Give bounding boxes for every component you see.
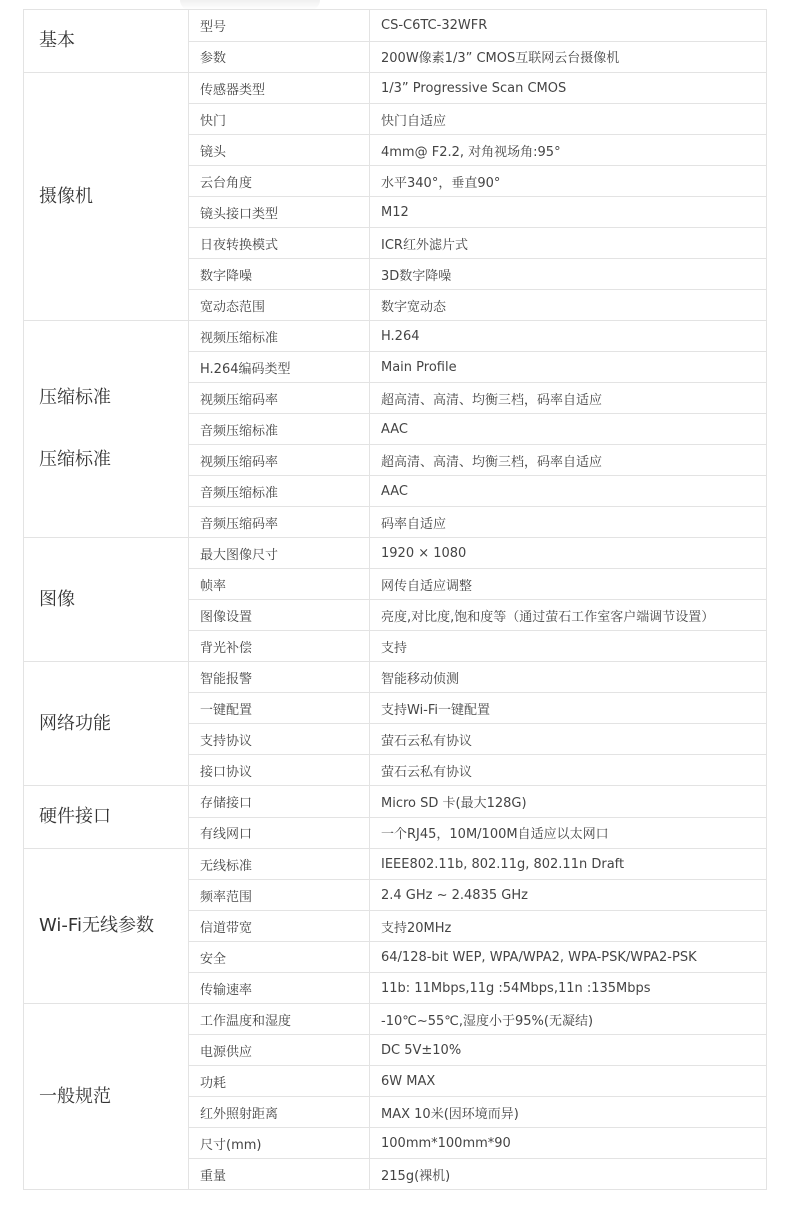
spec-key: 电源供应 <box>189 1035 370 1066</box>
spec-key: 红外照射距离 <box>189 1097 370 1128</box>
spec-value: 超高清、高清、均衡三档，码率自适应 <box>370 445 767 476</box>
category-cell <box>24 786 189 849</box>
spec-value: 11b: 11Mbps,11g :54Mbps,11n :135Mbps <box>370 973 767 1004</box>
spec-value: H.264 <box>370 321 767 352</box>
spec-value: 4mm@ F2.2, 对角视场角:95° <box>370 135 767 166</box>
category-cell <box>24 538 189 662</box>
spec-value: 智能移动侦测 <box>370 662 767 693</box>
spec-value: AAC <box>370 414 767 445</box>
spec-value: 支持Wi-Fi一键配置 <box>370 693 767 724</box>
spec-key: 音频压缩标准 <box>189 414 370 445</box>
spec-key: 频率范围 <box>189 880 370 911</box>
spec-key: 安全 <box>189 942 370 973</box>
spec-value: 一个RJ45，10M/100M自适应以太网口 <box>370 817 767 849</box>
spec-value: ICR红外滤片式 <box>370 228 767 259</box>
spec-value: 支持20MHz <box>370 911 767 942</box>
category-label: 硬件接口 <box>39 806 111 827</box>
category-cell <box>24 849 189 1004</box>
spec-value: 215g(裸机) <box>370 1159 767 1190</box>
spec-key: 宽动态范围 <box>189 290 370 321</box>
spec-key: H.264编码类型 <box>189 352 370 383</box>
spec-key: 重量 <box>189 1159 370 1190</box>
spec-key: 快门 <box>189 104 370 135</box>
spec-row <box>24 538 767 569</box>
spec-value: AAC <box>370 476 767 507</box>
spec-key: 数字降噪 <box>189 259 370 290</box>
category-label: 压缩标准 <box>39 387 111 408</box>
spec-key: 音频压缩标准 <box>189 476 370 507</box>
spec-value: MAX 10米(因环境而异) <box>370 1097 767 1128</box>
spec-key: 视频压缩码率 <box>189 383 370 414</box>
spec-key: 接口协议 <box>189 755 370 786</box>
category-label: 基本 <box>39 30 75 51</box>
spec-key: 传输速率 <box>189 973 370 1004</box>
spec-value: CS-C6TC-32WFR <box>370 10 767 42</box>
spec-row <box>24 849 767 880</box>
spec-key: 背光补偿 <box>189 631 370 662</box>
spec-key: 图像设置 <box>189 600 370 631</box>
spec-key: 音频压缩码率 <box>189 507 370 538</box>
category-cell <box>24 1004 189 1190</box>
spec-value: Micro SD 卡(最大128G) <box>370 786 767 818</box>
category-label: Wi-Fi无线参数 <box>39 915 154 936</box>
spec-row <box>24 662 767 693</box>
category-cell <box>24 321 189 538</box>
spec-key: 日夜转换模式 <box>189 228 370 259</box>
spec-value: 3D数字降噪 <box>370 259 767 290</box>
spec-key: 帧率 <box>189 569 370 600</box>
spec-value: 亮度,对比度,饱和度等（通过萤石工作室客户端调节设置） <box>370 600 767 631</box>
spec-key: 参数 <box>189 41 370 73</box>
category-label: 网络功能 <box>39 712 111 734</box>
spec-value: 2.4 GHz ~ 2.4835 GHz <box>370 880 767 911</box>
spec-value: 快门自适应 <box>370 104 767 135</box>
category-label: 一般规范 <box>39 1085 111 1107</box>
spec-key: 镜头接口类型 <box>189 197 370 228</box>
spec-value: 6W MAX <box>370 1066 767 1097</box>
spec-key: 视频压缩码率 <box>189 445 370 476</box>
category-label: 压缩标准 <box>39 449 111 470</box>
spec-value: Main Profile <box>370 352 767 383</box>
spec-key: 功耗 <box>189 1066 370 1097</box>
spec-key: 智能报警 <box>189 662 370 693</box>
spec-key: 信道带宽 <box>189 911 370 942</box>
spec-value: 64/128-bit WEP, WPA/WPA2, WPA-PSK/WPA2-PSK <box>370 942 767 973</box>
spec-value: 1/3” Progressive Scan CMOS <box>370 73 767 104</box>
spec-value: -10℃~55℃,湿度小于95%(无凝结) <box>370 1004 767 1035</box>
spec-value: 码率自适应 <box>370 507 767 538</box>
spec-value: 萤石云私有协议 <box>370 755 767 786</box>
spec-key: 存储接口 <box>189 786 370 818</box>
spec-key: 有线网口 <box>189 817 370 849</box>
spec-row <box>24 321 767 352</box>
spec-row <box>24 1004 767 1035</box>
spec-row <box>24 786 767 818</box>
spec-key: 支持协议 <box>189 724 370 755</box>
spec-row <box>24 10 767 42</box>
spec-key: 工作温度和湿度 <box>189 1004 370 1035</box>
spec-value: 200W像素1/3” CMOS互联网云台摄像机 <box>370 41 767 73</box>
spec-key: 最大图像尺寸 <box>189 538 370 569</box>
spec-key: 镜头 <box>189 135 370 166</box>
spec-key: 无线标准 <box>189 849 370 880</box>
spec-value: 支持 <box>370 631 767 662</box>
spec-row <box>24 73 767 104</box>
spec-value: 萤石云私有协议 <box>370 724 767 755</box>
spec-value: 1920 × 1080 <box>370 538 767 569</box>
category-cell <box>24 10 189 73</box>
spec-value: 水平340°，垂直90° <box>370 166 767 197</box>
spec-table-body <box>24 10 767 1190</box>
spec-key: 一键配置 <box>189 693 370 724</box>
spec-value: 网传自适应调整 <box>370 569 767 600</box>
spec-table <box>23 9 767 1190</box>
category-cell <box>24 73 189 321</box>
spec-key: 云台角度 <box>189 166 370 197</box>
spec-value: M12 <box>370 197 767 228</box>
category-label: 摄像机 <box>39 185 93 207</box>
spec-value: IEEE802.11b, 802.11g, 802.11n Draft <box>370 849 767 880</box>
spec-key: 尺寸(mm) <box>189 1128 370 1159</box>
spec-value: 数字宽动态 <box>370 290 767 321</box>
spec-value: DC 5V±10% <box>370 1035 767 1066</box>
spec-value: 100mm*100mm*90 <box>370 1128 767 1159</box>
spec-key: 视频压缩标准 <box>189 321 370 352</box>
spec-key: 传感器类型 <box>189 73 370 104</box>
spec-value: 超高清、高清、均衡三档，码率自适应 <box>370 383 767 414</box>
spec-key: 型号 <box>189 10 370 42</box>
category-cell <box>24 662 189 786</box>
category-label: 图像 <box>39 588 75 610</box>
